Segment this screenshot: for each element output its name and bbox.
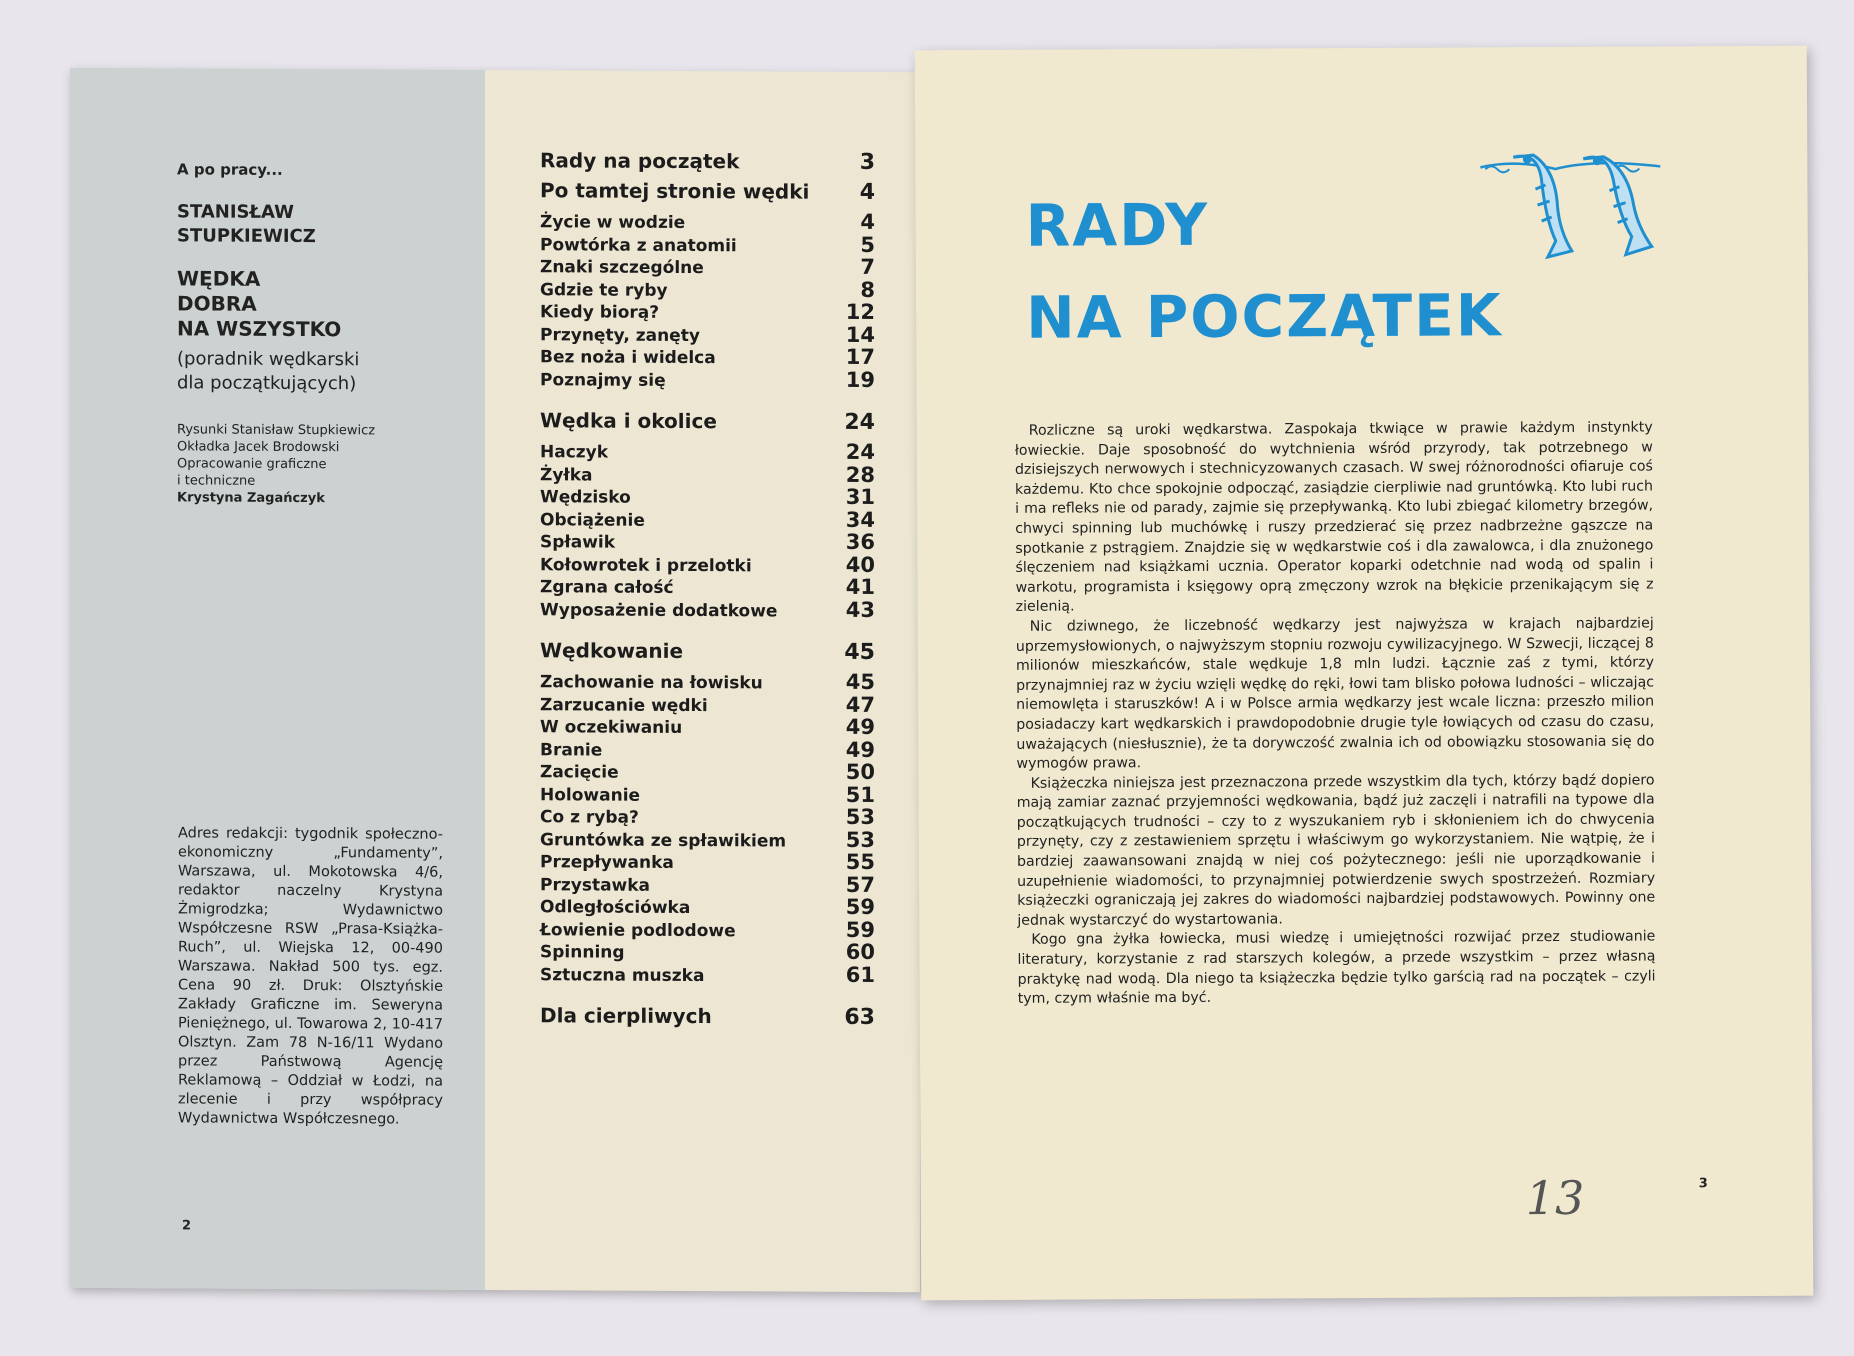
title-line: NA WSZYSTKO [177,316,342,342]
toc-entry-title: Łowienie podlodowe [540,919,736,941]
publisher-address: Adres redakcji: tygodnik społeczno-ekonomiczny „Fundamenty”, Warszawa, ul. Mokotowska 4/6, redaktor naczelny Krystyna Żmigrodzka; Wydawnictwo Współczesne RSW „Prasa-Książka-Ruch”, ul. Wiejska 12, 00-490 Warszawa. Nakład 500 tys. egz. Cena 90 zł. Druk: Olsztyńskie Zakłady Graficzne im. Seweryna Pieniężnego, ul. Towarowa 2, 10-417 Olsztyn. Zam 78 N-16/11 Wydano przez Państwową Agencję Reklamową – Oddział w Łodzi, na zlecenie i przy współpracy Wydawnictwa Współczesnego. [178,825,443,1128]
toc-gap [540,983,875,1005]
toc-entry-page: 51 [845,782,875,807]
page-number-right: 3 [1698,1176,1708,1192]
credit-line: Rysunki Stanisław Stupkiewicz [177,422,376,439]
toc-entry-title: Odległościówka [540,897,691,919]
toc-entry-title: Kiedy biorą? [540,302,660,323]
toc-entry [540,178,875,210]
toc-entry-page: 45 [844,639,875,665]
toc-entry-title: Gruntówka ze spławikiem [540,829,787,852]
toc-entry-page: 61 [845,962,875,987]
toc-entry [540,961,875,985]
credit-line: i techniczne [177,473,256,489]
toc-entry [540,366,875,390]
toc-entry-title: Kołowrotek i przelotki [540,554,752,576]
toc-entry [540,803,875,827]
toc-entry-title: Wędkowanie [540,638,684,663]
toc-entry-title: Wyposażenie dodatkowe [540,599,778,621]
toc-entry-title: Zarzucanie wędki [540,694,708,716]
toc-entry-page: 17 [845,344,875,369]
toc-entry-title: Wędzisko [540,487,631,508]
toc-entry [540,871,875,895]
toc-entry [540,758,875,782]
toc-entry-title: Zachowanie na łowisku [540,672,763,694]
right-page [915,46,1814,1301]
toc-entry-title: Znaki szczególne [540,257,704,279]
toc-entry [540,148,875,180]
subtitle-line: (poradnik wędkarski [177,348,360,371]
toc-entry-title: Gdzie te ryby [540,279,668,301]
toc-entry-page: 24 [845,439,875,464]
toc-entry [540,668,875,692]
toc-entry-page: 50 [845,759,875,784]
toc-entry-page: 59 [845,894,875,919]
toc-entry-page: 8 [860,277,875,302]
series-name: A po pracy... [177,160,283,179]
toc-entry-page: 41 [845,574,875,599]
toc-entry-page: 45 [845,669,875,694]
toc-entry-page: 5 [860,232,875,257]
toc-entry [540,231,875,255]
toc-entry [540,528,875,552]
credit-line: Krystyna Zagańczyk [177,490,325,507]
toc-entry-page: 43 [845,597,875,622]
toc-entry [540,298,875,322]
paragraph: Nic dziwnego, że liczebność wędkarzy jest najwyższa w krajach najbardziej uprzemysłowionych, o najwyższym stopniu rozwoju cywilizacyjnego. W Szwecji, liczącej 8 milionów mieszkańców, stale wędkuje 1,8 mln ludzi. Łącznie zaś z tymi, którzy przynajmniej raz w życiu wzięli wędkę do ręki, łowi tam blisko połowa ludności – wliczając niemowlęta i staruszków! A i w Polsce armia wędkarzy jest wcale liczna: przeszło milion posiadaczy kart wędkarskich i prawdopodobnie drugie tyle łowiących od czasu do czasu, uważających (niesłusznie), że ta dorywczość zwalnia ich od obowiązku stosowania się do wymogów prawa. [1015,615,1655,772]
toc-entry [540,438,875,462]
toc-entry [540,321,875,345]
fish-icon [1583,156,1652,254]
left-page [70,68,920,1292]
toc-entry-title: Przepływanka [540,852,674,873]
toc-entry-title: Spławik [540,532,616,553]
toc-entry-title: Życie w wodzie [540,212,686,233]
author-line: STANISŁAW [177,201,295,223]
toc-gap [540,618,875,640]
toc-entry-page: 28 [845,462,875,487]
toc-entry [540,938,875,962]
paragraph: Kogo gna żyłka łowiecka, musi wiedzę i umiejętności rozwijać przez studiowanie literatury, korzystanie z rad starszych kolegów, a przede wszystkim – przez własną praktykę nad wodą. Dla niego ta książeczka będzie tylko garścią rad na początek – czyli tym, czym właśnie ma być. [1017,928,1656,1008]
toc-entry-title: Żyłka [540,464,593,486]
toc-entry-title: Zacięcie [540,762,619,783]
paragraph: Rozliczne są uroki wędkarstwa. Zaspokaja tkwiące w prawie każdym instynkty łowieckie. Daje sposobność do wytchnienia wśród przyrody, tak potrzebnego w dzisiejszych nerwowych i stechnicyzowanych czasach. W swej różnorodności ofiaruje coś każdemu. Kto chce spokojnie odpocząć, zasiądzie cierpliwie nad gruntówką. Kto lubi ruch i ma refleks nie od parady, zajmie się przepływanką. Kto lubi zbiegać kilometry brzegów, chwyci spinning lub muchówkę i ruszy przedzierać się przez nadbrzeżne gąszcze na spotkanie z pstrągiem. Znajdzie się w wędkarstwie coś i dla zawalowca, i dla znużonego ślęczeniem nad książkami ucznia. Operator koparki odetchnie nad wodą od spalin i warkotu, programista i księgowy oprą zmęczony wzrok na błękicie przenikającym się z zielenią. [1014,419,1654,616]
toc-entry-title: Po tamtej stronie wędki [540,178,810,204]
toc-entry-title: Powtórka z anatomii [540,234,737,256]
fish-icon [1513,155,1572,257]
toc-entry-page: 53 [845,827,875,852]
toc-entry [540,506,875,530]
toc-gap [540,388,875,410]
toc-entry-title: Przystawka [540,874,651,896]
toc-entry-page: 49 [845,737,875,762]
toc-entry [540,713,875,737]
table-of-contents [540,148,875,1035]
toc-entry [540,781,875,805]
toc-entry [540,1003,875,1035]
toc-entry-title: Obciążenie [540,509,645,531]
toc-entry-page: 57 [845,872,875,897]
toc-entry-page: 14 [845,322,875,347]
handwritten-mark: 13 [1525,1170,1585,1226]
toc-entry-title: Dla cierpliwych [540,1003,712,1029]
toc-entry [540,893,875,917]
toc-entry [540,276,875,300]
book-title [177,266,447,342]
toc-entry [540,826,875,850]
toc-entry-title: Rady na początek [540,148,740,174]
toc-entry [540,208,875,232]
toc-entry-page: 24 [844,409,875,435]
toc-entry-page: 19 [845,367,875,392]
toc-entry-title: Poznajmy się [540,369,666,391]
toc-entry-page: 47 [845,692,875,717]
toc-entry-page: 4 [860,209,875,234]
title-line: DOBRA [177,291,257,316]
toc-entry [540,483,875,507]
page-number-left: 2 [182,1218,192,1234]
toc-entry-page: 59 [845,917,875,942]
toc-entry-title: W oczekiwaniu [540,717,683,738]
toc-entry [540,253,875,277]
toc-entry [540,596,875,620]
credits [177,421,447,507]
author-name [177,200,447,249]
paragraph: Książeczka niniejsza jest przeznaczona przede wszystkim dla tych, którzy bądź dopiero mają zamiar zaznać przyjemności wędkowania, bądź już zaczęli i natrafili na typowe dla początkujących trudności – czy to z wyszukaniem ryb i skłonieniem ich do chwycenia przynęty, czy z zestawieniem sprzętu i właściwym go wykorzystaniem. Nie wątpię, że i bardziej zaawansowani znajdą w niej coś pożytecznego: jeśli nie uporządkowanie i uzupełnienie wiadomości, to przynajmniej potwierdzenie swych spostrzeżeń. Rozmiary książeczki ograniczają jej zakres do wiadomości najbardziej podstawowych. Powinny one jednak wystarczyć do wystartowania. [1016,772,1656,929]
toc-entry-page: 36 [845,529,875,554]
toc-entry [540,408,875,440]
toc-entry-title: Wędka i okolice [540,408,717,434]
toc-entry-title: Spinning [540,942,625,963]
toc-entry-title: Bez noża i widelca [540,347,716,369]
toc-entry-page: 60 [845,939,875,964]
toc-entry [540,573,875,597]
subtitle-line: dla początkujących) [177,372,357,395]
toc-entry [540,916,875,940]
toc-entry-page: 49 [845,714,875,739]
fish-illustration [1475,128,1666,269]
book-subtitle [177,347,447,396]
toc-entry [540,343,875,367]
open-booklet [70,42,1810,1297]
colophon [177,160,447,507]
heading-line: NA POCZĄTEK [1025,281,1503,352]
heading-line: RADY [1025,190,1210,260]
credit-line: Opracowanie graficzne [177,456,327,473]
toc-entry [540,461,875,485]
toc-entry [540,638,875,670]
toc-entry [540,736,875,760]
toc-entry [540,551,875,575]
toc-entry-title: Holowanie [540,784,641,806]
toc-entry [540,691,875,715]
chapter-heading [1025,177,1503,363]
toc-entry-title: Haczyk [540,442,609,463]
toc-entry-title: Branie [540,739,603,761]
toc-entry-page: 34 [845,507,875,532]
toc-entry-page: 55 [845,849,875,874]
toc-entry-page: 63 [844,1004,875,1030]
toc-entry-page: 4 [859,179,875,205]
author-line: STUPKIEWICZ [177,225,316,248]
toc-entry-page: 3 [859,149,875,175]
toc-entry-page: 40 [845,552,875,577]
toc-entry-title: Sztuczna muszka [540,964,705,986]
credit-line: Okładka Jacek Brodowski [177,439,340,456]
toc-entry-page: 7 [860,254,875,279]
toc-entry-page: 53 [845,804,875,829]
chapter-body [1015,418,1656,1009]
toc-entry [540,848,875,872]
title-line: WĘDKA [177,266,261,291]
toc-entry-title: Zgrana całość [540,577,674,598]
toc-entry-title: Przynęty, zanęty [540,324,700,346]
toc-entry-title: Co z rybą? [540,807,639,828]
toc-entry-page: 12 [845,299,875,324]
toc-entry-page: 31 [845,484,875,509]
